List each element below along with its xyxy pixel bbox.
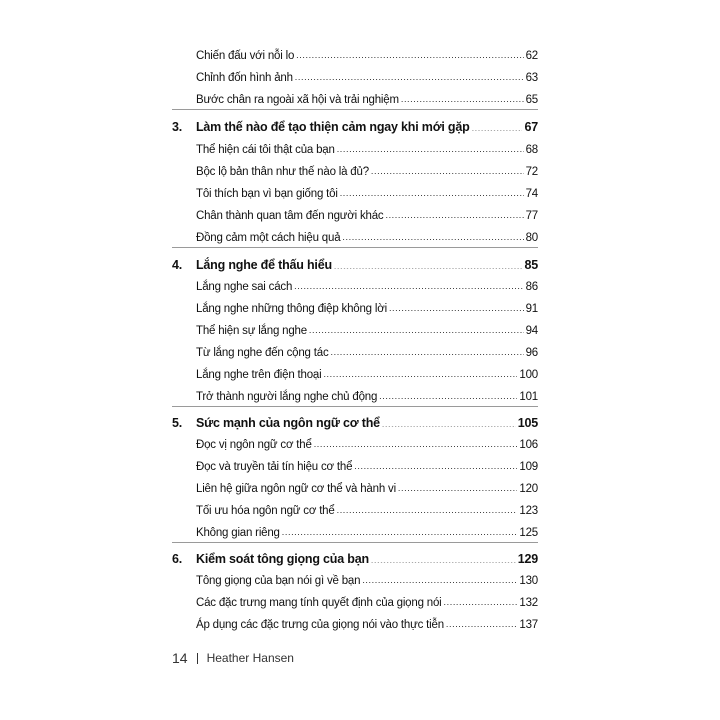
dot-leader xyxy=(334,259,523,269)
toc-entry-page: 68 xyxy=(525,144,538,156)
toc-entry-page: 91 xyxy=(525,303,538,315)
dot-leader xyxy=(401,93,524,103)
toc-entry-title: Lắng nghe trên điện thoại xyxy=(196,369,322,381)
toc-entry-title: Tối ưu hóa ngôn ngữ cơ thể xyxy=(196,505,335,517)
toc-chapter xyxy=(172,546,538,566)
toc-entry-title: Đọc vị ngôn ngữ cơ thể xyxy=(196,439,312,451)
toc-entry-title: Đồng cảm một cách hiệu quả xyxy=(196,232,341,244)
toc-entry xyxy=(196,497,538,517)
dot-leader xyxy=(282,526,518,536)
chapter-page: 105 xyxy=(517,416,538,430)
dot-leader xyxy=(337,504,518,514)
dot-leader xyxy=(294,280,523,290)
chapter-title: Lắng nghe để thấu hiểu xyxy=(196,258,332,272)
toc-entry xyxy=(196,567,538,587)
toc-entry xyxy=(196,224,538,244)
toc-entry xyxy=(196,42,538,62)
toc-entry xyxy=(196,361,538,381)
toc-entry-page: 94 xyxy=(525,325,538,337)
dot-leader xyxy=(331,346,524,356)
toc-entry-page: 62 xyxy=(525,50,538,62)
toc-entry-page: 100 xyxy=(519,369,538,381)
toc-chapter xyxy=(172,114,538,134)
toc-entry-title: Áp dụng các đặc trưng của giọng nói vào thực tiễn xyxy=(196,619,444,631)
toc-entry-title: Thể hiện cái tôi thật của bạn xyxy=(196,144,335,156)
toc-entry-title: Chỉnh đốn hình ảnh xyxy=(196,72,293,84)
toc-entry-page: 77 xyxy=(525,210,538,222)
toc-chapter xyxy=(172,252,538,272)
toc-entry xyxy=(196,273,538,293)
footer-author: Heather Hansen xyxy=(206,651,294,665)
section-divider xyxy=(172,542,538,543)
toc-entry-title: Tôi thích bạn vì bạn giống tôi xyxy=(196,188,338,200)
toc-entry-title: Trở thành người lắng nghe chủ động xyxy=(196,391,378,403)
toc-entry xyxy=(196,611,538,631)
toc-entry-page: 130 xyxy=(519,575,538,587)
chapter-page: 129 xyxy=(517,552,538,566)
section-divider xyxy=(172,406,538,407)
dot-leader xyxy=(354,460,517,470)
dot-leader xyxy=(296,49,523,59)
toc-entry xyxy=(196,589,538,609)
toc-entry-title: Chiến đấu với nỗi lo xyxy=(196,50,295,62)
toc-entry-title: Bước chân ra ngoài xã hội và trải nghiệm xyxy=(196,94,399,106)
chapter-number: 5. xyxy=(172,416,183,430)
chapter-page: 85 xyxy=(524,258,538,272)
toc-chapter xyxy=(172,410,538,430)
toc-entry-page: 72 xyxy=(525,166,538,178)
dot-leader xyxy=(323,368,517,378)
toc-entry-title: Liên hệ giữa ngôn ngữ cơ thể và hành vi xyxy=(196,483,396,495)
section-divider xyxy=(172,247,538,248)
dot-leader xyxy=(371,165,524,175)
chapter-number: 3. xyxy=(172,120,183,134)
toc-entry xyxy=(196,86,538,106)
toc-entry-title: Bộc lộ bản thân như thế nào là đủ? xyxy=(196,166,369,178)
chapter-number: 4. xyxy=(172,258,183,272)
toc-entry-title: Tông giọng của bạn nói gì về bạn xyxy=(196,575,361,587)
dot-leader xyxy=(371,553,516,563)
dot-leader xyxy=(379,390,517,400)
toc-entry xyxy=(196,180,538,200)
toc-entry-title: Đọc và truyền tải tín hiệu cơ thể xyxy=(196,461,353,473)
dot-leader xyxy=(382,417,516,427)
dot-leader xyxy=(342,231,523,241)
dot-leader xyxy=(362,574,517,584)
toc-entry-title: Từ lắng nghe đến cộng tác xyxy=(196,347,329,359)
footer-page-number: 14 xyxy=(172,650,188,666)
toc-entry xyxy=(196,383,538,403)
toc-entry xyxy=(196,64,538,84)
toc-entry-page: 125 xyxy=(519,527,538,539)
toc-entry-page: 86 xyxy=(525,281,538,293)
toc-entry-page: 120 xyxy=(519,483,538,495)
toc-entry-title: Chân thành quan tâm đến người khác xyxy=(196,210,384,222)
dot-leader xyxy=(398,482,517,492)
toc-entry-page: 101 xyxy=(519,391,538,403)
toc-entry-title: Lắng nghe những thông điệp không lời xyxy=(196,303,387,315)
footer-separator xyxy=(197,653,198,664)
chapter-title: Làm thế nào để tạo thiện cảm ngay khi mới gặp xyxy=(196,120,470,134)
toc-entry-page: 65 xyxy=(525,94,538,106)
dot-leader xyxy=(472,121,523,131)
toc-entry-page: 74 xyxy=(525,188,538,200)
toc-entry-title: Các đặc trưng mang tính quyết định của giọng nói xyxy=(196,597,442,609)
page-footer xyxy=(172,650,294,666)
toc-entry-page: 106 xyxy=(519,439,538,451)
toc-entry xyxy=(196,136,538,156)
toc-entry-page: 96 xyxy=(525,347,538,359)
toc-entry-page: 137 xyxy=(519,619,538,631)
toc-entry xyxy=(196,453,538,473)
toc-entry xyxy=(196,295,538,315)
toc-entry-title: Thể hiện sự lắng nghe xyxy=(196,325,307,337)
section-divider xyxy=(172,109,538,110)
dot-leader xyxy=(337,143,524,153)
toc-entry xyxy=(196,475,538,495)
toc-entry xyxy=(196,317,538,337)
toc-entry-title: Lắng nghe sai cách xyxy=(196,281,293,293)
toc-entry-page: 123 xyxy=(519,505,538,517)
dot-leader xyxy=(340,187,524,197)
dot-leader xyxy=(389,302,524,312)
dot-leader xyxy=(446,618,518,628)
toc-entry xyxy=(196,202,538,222)
dot-leader xyxy=(309,324,524,334)
toc-entry-title: Không gian riêng xyxy=(196,527,280,539)
toc-entry-page: 132 xyxy=(519,597,538,609)
toc-entry-page: 109 xyxy=(519,461,538,473)
chapter-page: 67 xyxy=(524,120,538,134)
dot-leader xyxy=(444,596,518,606)
toc-entry-page: 63 xyxy=(525,72,538,84)
chapter-title: Sức mạnh của ngôn ngữ cơ thể xyxy=(196,416,380,430)
toc-entry xyxy=(196,158,538,178)
dot-leader xyxy=(385,209,523,219)
chapter-title: Kiểm soát tông giọng của bạn xyxy=(196,552,369,566)
dot-leader xyxy=(314,438,518,448)
dot-leader xyxy=(295,71,524,81)
toc-entry-page: 80 xyxy=(525,232,538,244)
toc-entry xyxy=(196,519,538,539)
chapter-number: 6. xyxy=(172,552,183,566)
toc-entry xyxy=(196,339,538,359)
toc-entry xyxy=(196,431,538,451)
